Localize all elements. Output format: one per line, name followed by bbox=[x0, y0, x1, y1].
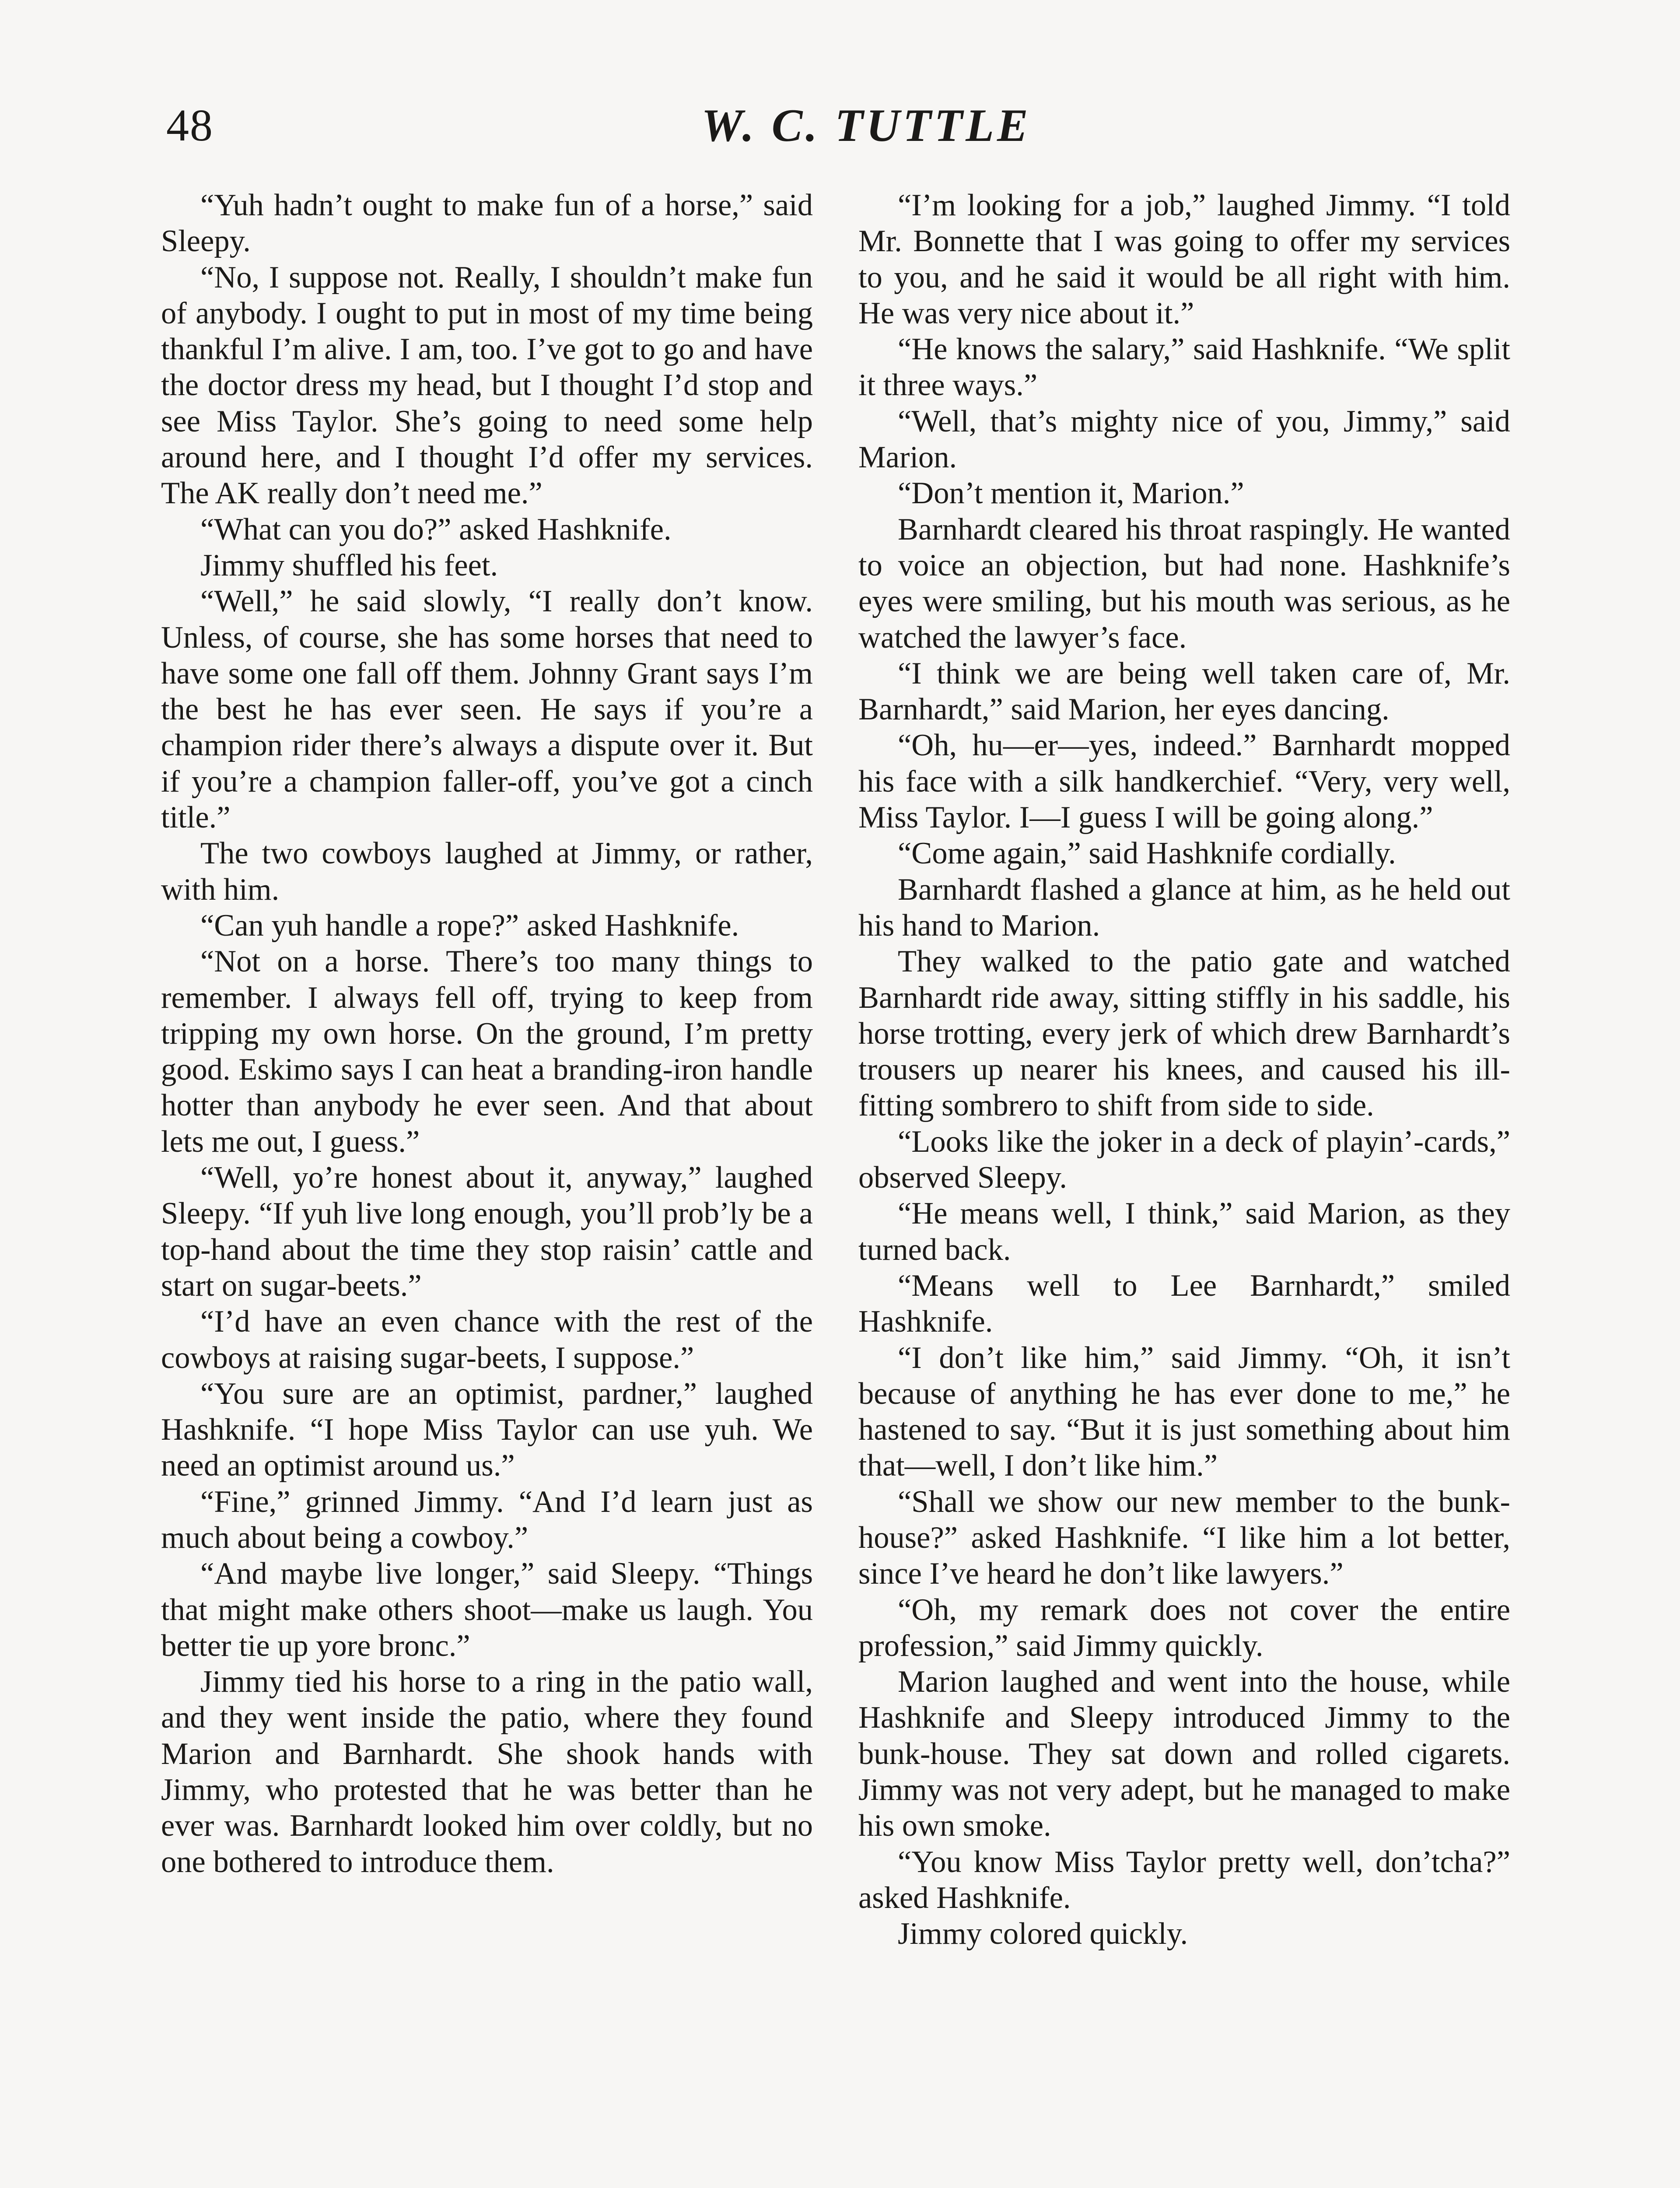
paragraph: Jimmy tied his horse to a ring in the patio wall, and they went inside the patio, where they found Marion and Barnhardt. She shook hands with Jimmy, who protested that he was better than he ever was. Barnhardt looked him over coldly, but no one bothered to introduce them. bbox=[161, 1665, 813, 1879]
paragraph: They walked to the patio gate and watched Barnhardt ride away, sitting stiffly in his saddle, his horse trotting, every jerk of which drew Barnhardt’s trousers up nearer his knees, and caused his ill-fitting sombrero to shift from side to side. bbox=[858, 944, 1510, 1123]
paragraph: “Oh, hu—er—yes, indeed.” Barnhardt mopped his face with a silk handkerchief. “Very, very well, Miss Taylor. I—I guess I will be going along.” bbox=[858, 728, 1510, 835]
paragraph: Barnhardt flashed a glance at him, as he held out his hand to Marion. bbox=[858, 872, 1510, 943]
paragraph: “I’m looking for a job,” laughed Jimmy. “I told Mr. Bonnette that I was going to offer my services to you, and he said it would be all right with him. He was very nice about it.” bbox=[858, 188, 1510, 330]
paragraph: “Well,” he said slowly, “I really don’t know. Unless, of course, she has some horses that need to have some one fall off them. Johnny Grant says I’m the best he has ever seen. He says if you’re a champion rider there’s always a dispute over it. But if you’re a champion faller-off, you’ve got a cinch title.” bbox=[161, 584, 813, 835]
running-head: W. C. TUTTLE bbox=[701, 100, 1031, 151]
paragraph: “I’d have an even chance with the rest of the cowboys at raising sugar-beets, I suppose.” bbox=[161, 1304, 813, 1375]
paragraph: “And maybe live longer,” said Sleepy. “Things that might make others shoot—make us laugh. You better tie up yore bronc.” bbox=[161, 1557, 813, 1663]
paragraph: Jimmy shuffled his feet. bbox=[200, 548, 498, 582]
paragraph: “Shall we show our new member to the bunk-house?” asked Hashknife. “I like him a lot better, since I’ve heard he don’t like lawyers.” bbox=[858, 1484, 1510, 1591]
paragraph: Marion laughed and went into the house, while Hashknife and Sleepy introduced Jimmy to the bunk-house. They sat down and rolled cigarets. Jimmy was not very adept, but he managed to make his own smoke. bbox=[858, 1665, 1510, 1843]
paragraph: “What can you do?” asked Hashknife. bbox=[200, 512, 672, 547]
paragraph: “You sure are an optimist, pardner,” laughed Hashknife. “I hope Miss Taylor can use yuh. We need an optimist around us.” bbox=[161, 1376, 813, 1483]
paragraph: “Means well to Lee Barnhardt,” smiled Hashknife. bbox=[858, 1268, 1510, 1339]
paragraph: Barnhardt cleared his throat raspingly. He wanted to voice an objection, but had none. Hashknife’s eyes were smiling, but his mouth was serious, as he watched the lawyer’s face. bbox=[858, 512, 1510, 655]
paragraph: “He knows the salary,” said Hashknife. “We split it three ways.” bbox=[858, 332, 1510, 403]
paragraph: The two cowboys laughed at Jimmy, or rather, with him. bbox=[161, 836, 813, 907]
paragraph: “No, I suppose not. Really, I shouldn’t make fun of anybody. I ought to put in most of my time being thankful I’m alive. I am, too. I’ve got to go and have the doctor dress my head, but I thought I’d stop and see Miss Taylor. She’s going to need some help around here, and I thought I’d offer my services. The AK really don’t need me.” bbox=[161, 260, 813, 511]
paragraph: “I don’t like him,” said Jimmy. “Oh, it isn’t because of anything he has ever done to me,” he hastened to say. “But it is just something about him that—well, I don’t like him.” bbox=[858, 1340, 1510, 1483]
paragraph: “Oh, my remark does not cover the entire profession,” said Jimmy quickly. bbox=[858, 1592, 1510, 1663]
paragraph: “Well, that’s mighty nice of you, Jimmy,” said Marion. bbox=[858, 404, 1510, 475]
paragraph: “You know Miss Taylor pretty well, don’tcha?” asked Hashknife. bbox=[858, 1844, 1510, 1915]
paragraph: “Come again,” said Hashknife cordially. bbox=[898, 836, 1396, 871]
paragraph: “I think we are being well taken care of, Mr. Barnhardt,” said Marion, her eyes dancing. bbox=[858, 656, 1510, 727]
left-text-column bbox=[161, 187, 813, 1880]
paragraph: “Yuh hadn’t ought to make fun of a horse,” said Sleepy. bbox=[161, 188, 813, 259]
paragraph: “Fine,” grinned Jimmy. “And I’d learn just as much about being a cowboy.” bbox=[161, 1484, 813, 1555]
paragraph: “Not on a horse. There’s too many things to remember. I always fell off, trying to keep from tripping my own horse. On the ground, I’m pretty good. Eskimo says I can heat a branding-iron handle hotter than anybody he ever seen. And that about lets me out, I guess.” bbox=[161, 944, 813, 1159]
paragraph: “Don’t mention it, Marion.” bbox=[898, 476, 1244, 511]
paragraph: Jimmy colored quickly. bbox=[898, 1917, 1188, 1951]
paragraph: “Well, yo’re honest about it, anyway,” laughed Sleepy. “If yuh live long enough, you’ll prob’ly be a top-hand about the time they stop raisin’ cattle and start on sugar-beets.” bbox=[161, 1161, 813, 1303]
paragraph: “Looks like the joker in a deck of playin’-cards,” observed Sleepy. bbox=[858, 1124, 1510, 1195]
page-number: 48 bbox=[166, 100, 214, 151]
right-text-column bbox=[858, 187, 1510, 1952]
paragraph: “Can yuh handle a rope?” asked Hashknife. bbox=[200, 908, 739, 943]
paragraph: “He means well, I think,” said Marion, as they turned back. bbox=[858, 1196, 1510, 1267]
page-header bbox=[166, 97, 1514, 154]
